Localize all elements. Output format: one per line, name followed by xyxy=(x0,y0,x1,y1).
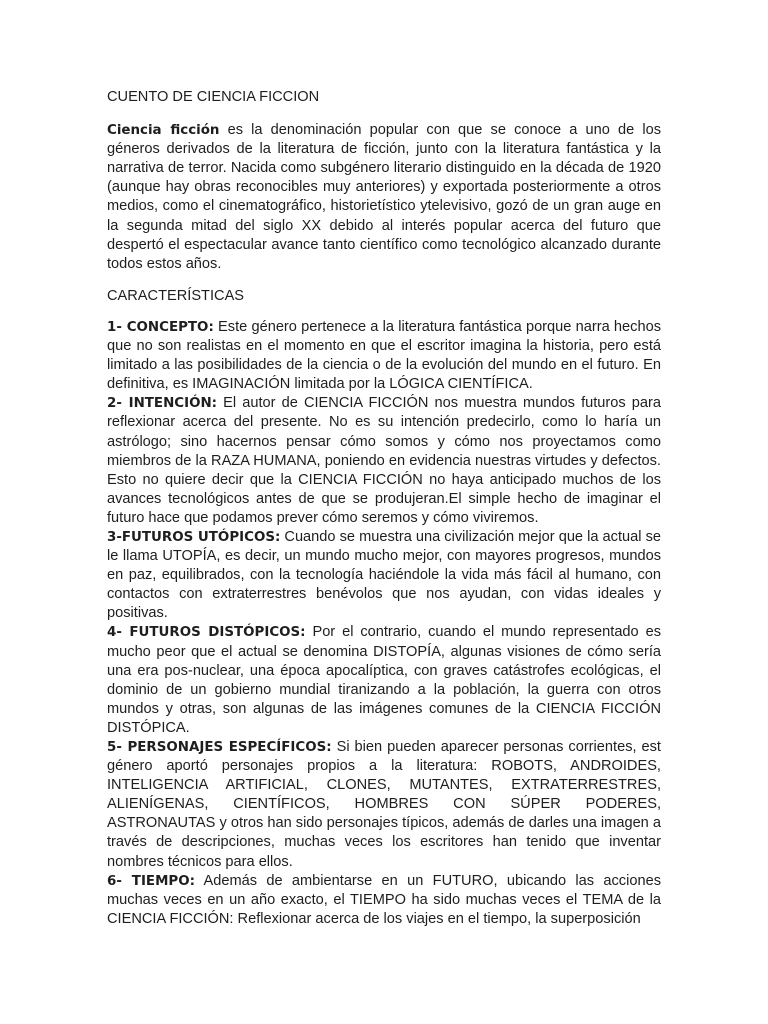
item-text: Si bien pueden aparecer personas corrientes, est género aportó personajes propios a la literatura: ROBOTS, ANDROIDES, INTELIGENCIA ARTIFICIAL, CLONES, MUTANTES, EXTRATERRESTRES, ALIENÍGENAS, CIENTÍFICOS, HOMBRES CON SÚPER PODERES, ASTRONAUTAS y otros han sido personajes típicos, además de darles una imagen a través de descripciones, muchas veces los escritores han tenido que inventar nombres técnicos para ellos. xyxy=(107,739,661,870)
item-text: Este género pertenece a la literatura fantástica porque narra hechos que no son realistas en el momento en que el escritor imagina la historia, pero está limitado a las posibilidades de la ciencia o de la evolución del mundo en el futuro. En definitiva, es IMAGINACIÓN limitada por la LÓGICA CIENTÍFICA. xyxy=(107,318,661,393)
list-item xyxy=(107,394,661,528)
item-text: Además de ambientarse en un FUTURO, ubicando las acciones muchas veces en un año exacto, el TIEMPO ha sido muchas veces el TEMA de la CIENCIA FICCIÓN: Reflexionar acerca de los viajes en el tiempo, la superposición xyxy=(107,872,661,927)
item-lead: 1- CONCEPTO: xyxy=(107,319,214,335)
intro-lead: Ciencia ficción xyxy=(107,123,220,139)
document-page xyxy=(107,88,661,929)
list-item xyxy=(107,738,661,872)
item-text: Cuando se muestra una civilización mejor que la actual se le llama UTOPÍA, es decir, un mundo mucho mejor, con mayores progresos, mundos en paz, equilibrados, con la tecnología haciéndole la vida más fácil al humano, con contactos con extraterrestres benévolos que nos ayudan, con vidas ideales y positivas. xyxy=(107,528,661,622)
item-lead: 6- TIEMPO: xyxy=(107,873,195,889)
list-item xyxy=(107,528,661,623)
intro-paragraph xyxy=(107,121,661,274)
item-lead: 5- PERSONAJES ESPECÍFICOS: xyxy=(107,740,332,755)
intro-text: es la denominación popular con que se conoce a uno de los géneros derivados de la literatura de ficción, junto con la literatura fantástica y la narrativa de terror. Nacida como subgénero literario distinguido en la década de 1920 (aunque hay obras reconocibles muy anteriores) y exportada posteriormente a otros medios, como el cinematográfico, historietístico ytelevisivo, gozó de un gran auge en la segunda mitad del siglo XX debido al interés popular acerca del futuro que despertó el espectacular avance tanto científico como tecnológico alcanzado durante todos estos años. xyxy=(107,122,661,272)
item-lead: 4- FUTUROS DISTÓPICOS: xyxy=(107,625,306,641)
item-lead: 2- INTENCIÓN: xyxy=(107,396,218,412)
section-title: CARACTERÍSTICAS xyxy=(107,287,245,304)
item-text: Por el contrario, cuando el mundo representado es mucho peor que el actual se denomina DISTOPÍA, algunas visiones de cómo sería una era pos-nuclear, una época apocalíptica, con graves catástrofes ecológicas, el dominio de un gobierno mundial tiranizando a la población, la guerra con otros mundos y otras, son algunas de las imágenes comunes de la CIENCIA FICCIÓN DISTÓPICA. xyxy=(107,624,661,736)
item-lead: 3-FUTUROS UTÓPICOS: xyxy=(107,529,281,545)
list-item xyxy=(107,623,661,738)
list-item xyxy=(107,872,661,929)
list-item xyxy=(107,318,661,394)
document-title: CUENTO DE CIENCIA FICCION xyxy=(107,89,320,105)
item-text: El autor de CIENCIA FICCIÓN nos muestra mundos futuros para reflexionar acerca del presente. No es su intención predecirlo, como lo haría un astrólogo; sino hacernos pensar cómo somos y cómo nos proyectamos como miembros de la RAZA HUMANA, poniendo en evidencia nuestras virtudes y defectos. Esto no quiere decir que la CIENCIA FICCIÓN no haya anticipado muchos de los avances tecnológicos antes de que se produjeran.El simple hecho de imaginar el futuro hace que podamos prever cómo seremos y cómo viviremos. xyxy=(107,395,662,526)
